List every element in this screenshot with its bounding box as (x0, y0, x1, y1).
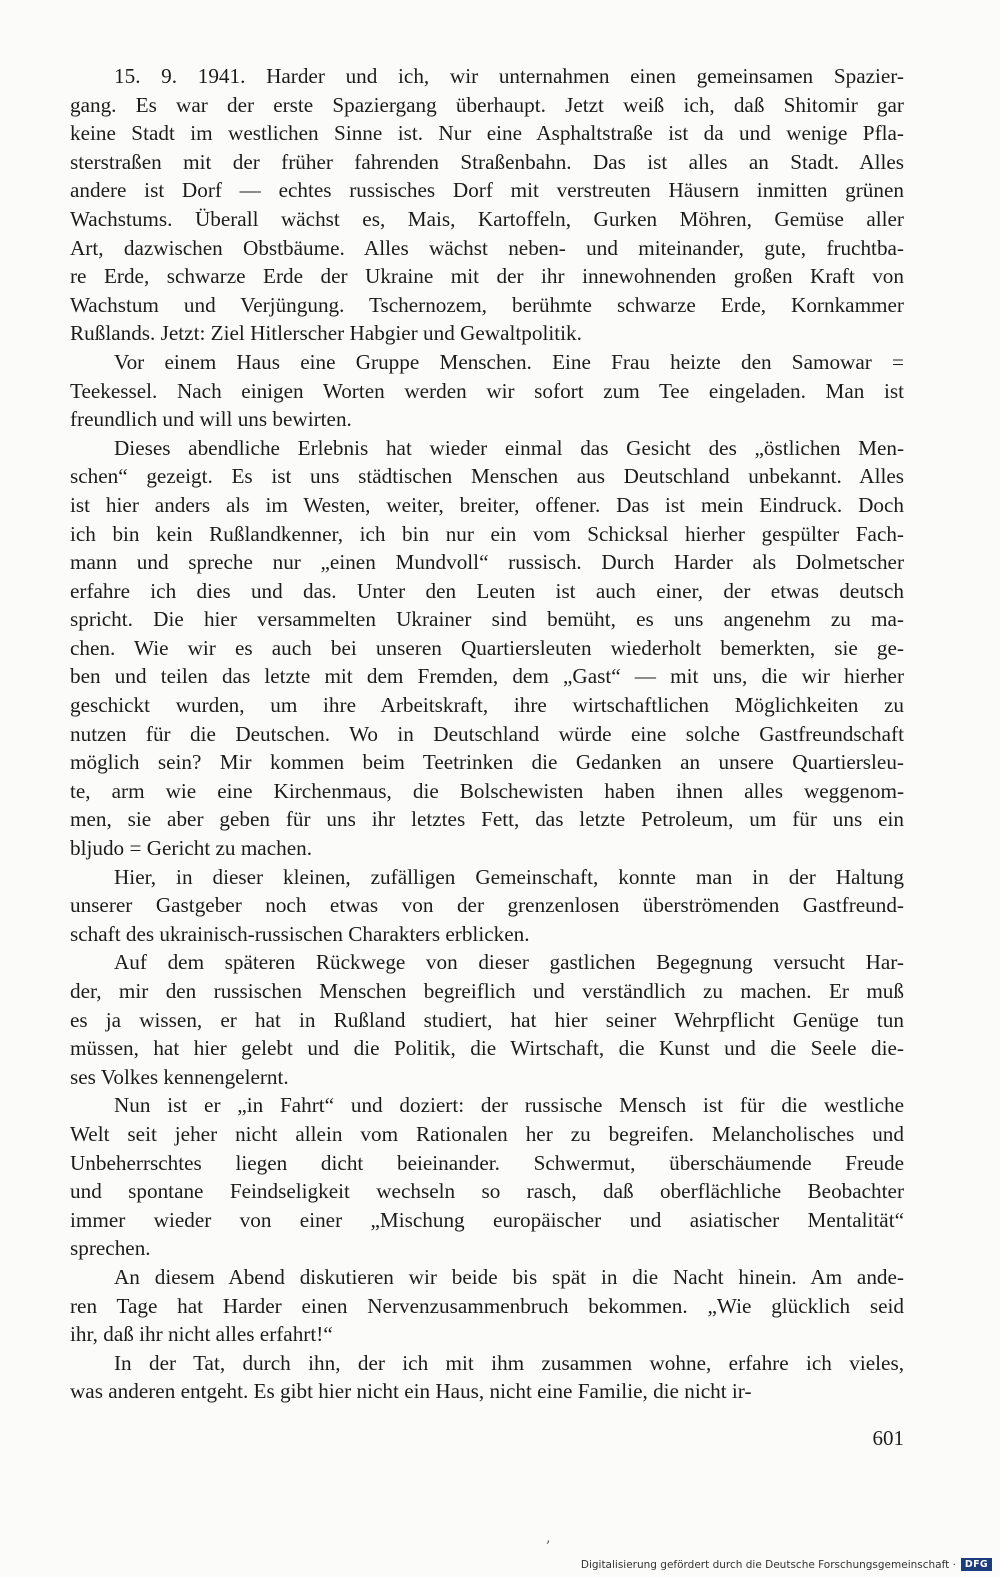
text-line: men, sie aber geben für uns ihr letztes Fett, das letzte Petroleum, um für uns ein (70, 807, 904, 832)
text-line: freundlich und will uns bewirten. (70, 407, 352, 432)
paragraph (70, 434, 904, 863)
text-line: Welt seit jeher nicht allein vom Rationalen her zu begreifen. Melancholisches und (70, 1121, 904, 1146)
page-number: 601 (872, 1426, 904, 1450)
dfg-logo: DFG (961, 1558, 992, 1571)
text-line: Vor einem Haus eine Gruppe Menschen. Eine Frau heizte den Samowar = (114, 349, 904, 374)
text-line: An diesem Abend diskutieren wir beide bis spät in die Nacht hinein. Am ande- (114, 1264, 904, 1289)
paragraph (70, 1349, 904, 1406)
text-line: und spontane Feindseligkeit wechseln so rasch, daß oberflächliche Beobachter (70, 1179, 904, 1204)
text-line: mann und spreche nur „einen Mundvoll“ russisch. Durch Harder als Dolmetscher (70, 550, 904, 575)
text-line: Unbeherrschtes liegen dicht beieinander. Schwermut, überschäumende Freude (70, 1150, 904, 1175)
text-line: immer wieder von einer „Mischung europäischer und asiatischer Mentalität“ (70, 1207, 904, 1232)
text-line: was anderen entgeht. Es gibt hier nicht ein Haus, nicht eine Familie, die nicht ir- (70, 1379, 752, 1404)
text-line: schaft des ukrainisch-russischen Charakters erblicken. (70, 921, 530, 946)
text-line: Wachstum und Verjüngung. Tschernozem, berühmte schwarze Erde, Kornkammer (70, 292, 904, 317)
text-line: es ja wissen, er hat in Rußland studiert, hat hier seiner Wehrpflicht Genüge tun (70, 1007, 904, 1032)
text-line: keine Stadt im westlichen Sinne ist. Nur eine Asphaltstraße ist da und wenige Pfla- (70, 121, 904, 146)
text-line: chen. Wie wir es auch bei unseren Quartiersleuten wiederholt bemerkten, sie ge- (70, 635, 904, 660)
text-line: möglich sein? Mir kommen beim Teetrinken die Gedanken an unsere Quartiersleu- (70, 750, 904, 775)
footer-credit-text: Digitalisierung gefördert durch die Deutsche Forschungsgemeinschaft · (580, 1558, 956, 1571)
text-line: andere ist Dorf — echtes russisches Dorf mit verstreuten Häusern inmitten grünen (70, 178, 904, 203)
text-line: ben und teilen das letzte mit dem Fremden, dem „Gast“ — mit uns, die wir hierher (70, 664, 904, 689)
text-line: Auf dem späteren Rückwege von dieser gastlichen Begegnung versucht Har- (114, 950, 904, 975)
text-line: Dieses abendliche Erlebnis hat wieder einmal das Gesicht des „östlichen Men- (114, 435, 904, 460)
text-line: bljudo = Gericht zu machen. (70, 836, 312, 861)
text-line: 15. 9. 1941. Harder und ich, wir unternahmen einen gemeinsamen Spazier- (114, 64, 904, 88)
digitization-footer (581, 1558, 992, 1571)
text-line: sprechen. (70, 1236, 151, 1261)
text-line: der, mir den russischen Menschen begreiflich und verständlich zu machen. Er muß (70, 979, 904, 1003)
text-line: müssen, hat hier gelebt und die Politik, die Wirtschaft, die Kunst und die Seele die- (70, 1036, 904, 1061)
text-line: unserer Gastgeber noch etwas von der grenzenlosen überströmenden Gastfreund- (70, 893, 904, 918)
text-line: geschickt wurden, um ihre Arbeitskraft, ihre wirtschaftlichen Möglichkeiten zu (70, 693, 904, 718)
paragraph (70, 1091, 904, 1263)
text-line: ihr, daß ihr nicht alles erfahrt!“ (70, 1322, 333, 1347)
text-line: nutzen für die Deutschen. Wo in Deutschland würde eine solche Gastfreundschaft (70, 721, 904, 746)
text-line: schen“ gezeigt. Es ist uns städtischen Menschen aus Deutschland unbekannt. Alles (70, 464, 904, 489)
text-line: ses Volkes kennengelernt. (70, 1064, 289, 1089)
text-line: Wachstums. Überall wächst es, Mais, Kartoffeln, Gurken Möhren, Gemüse aller (70, 206, 904, 231)
text-line: ich bin kein Rußlandkenner, ich bin nur ein vom Schicksal hierher gespülter Fach- (70, 521, 904, 546)
text-line: re Erde, schwarze Erde der Ukraine mit der ihr innewohnenden großen Kraft von (70, 264, 904, 289)
paragraph (70, 62, 904, 348)
text-line: te, arm wie eine Kirchenmaus, die Bolschewisten haben ihnen alles weggenom- (70, 778, 904, 803)
text-line: In der Tat, durch ihn, der ich mit ihm zusammen wohne, erfahre ich vieles, (114, 1350, 904, 1375)
text-line: Teekessel. Nach einigen Worten werden wir sofort zum Tee eingeladen. Man ist (70, 378, 904, 403)
text-line: Hier, in dieser kleinen, zufälligen Gemeinschaft, konnte man in der Haltung (114, 864, 904, 889)
text-line: ren Tage hat Harder einen Nervenzusammenbruch bekommen. „Wie glücklich seid (70, 1293, 904, 1318)
paragraph (70, 863, 904, 949)
text-line: erfahre ich dies und das. Unter den Leuten ist auch einer, der etwas deutsch (70, 578, 904, 603)
text-line: spricht. Die hier versammelten Ukrainer sind bemüht, es uns angenehm zu ma- (70, 607, 904, 632)
text-line: Nun ist er „in Fahrt“ und doziert: der russische Mensch ist für die westliche (114, 1093, 904, 1118)
text-line: Art, dazwischen Obstbäume. Alles wächst neben- und miteinander, gute, fruchtba- (70, 235, 904, 260)
stray-mark: ‚ (546, 1530, 551, 1546)
body-text (70, 62, 904, 1406)
text-line: ist hier anders als im Westen, weiter, breiter, offener. Das ist mein Eindruck. Doch (70, 492, 904, 517)
paragraph (70, 1263, 904, 1349)
paragraph (70, 948, 904, 1091)
text-line: gang. Es war der erste Spaziergang überhaupt. Jetzt weiß ich, daß Shitomir gar (70, 92, 904, 117)
text-line: Rußlands. Jetzt: Ziel Hitlerscher Habgier und Gewaltpolitik. (70, 321, 582, 346)
text-line: sterstraßen mit der früher fahrenden Straßenbahn. Das ist alles an Stadt. Alles (70, 149, 904, 174)
paragraph (70, 348, 904, 434)
